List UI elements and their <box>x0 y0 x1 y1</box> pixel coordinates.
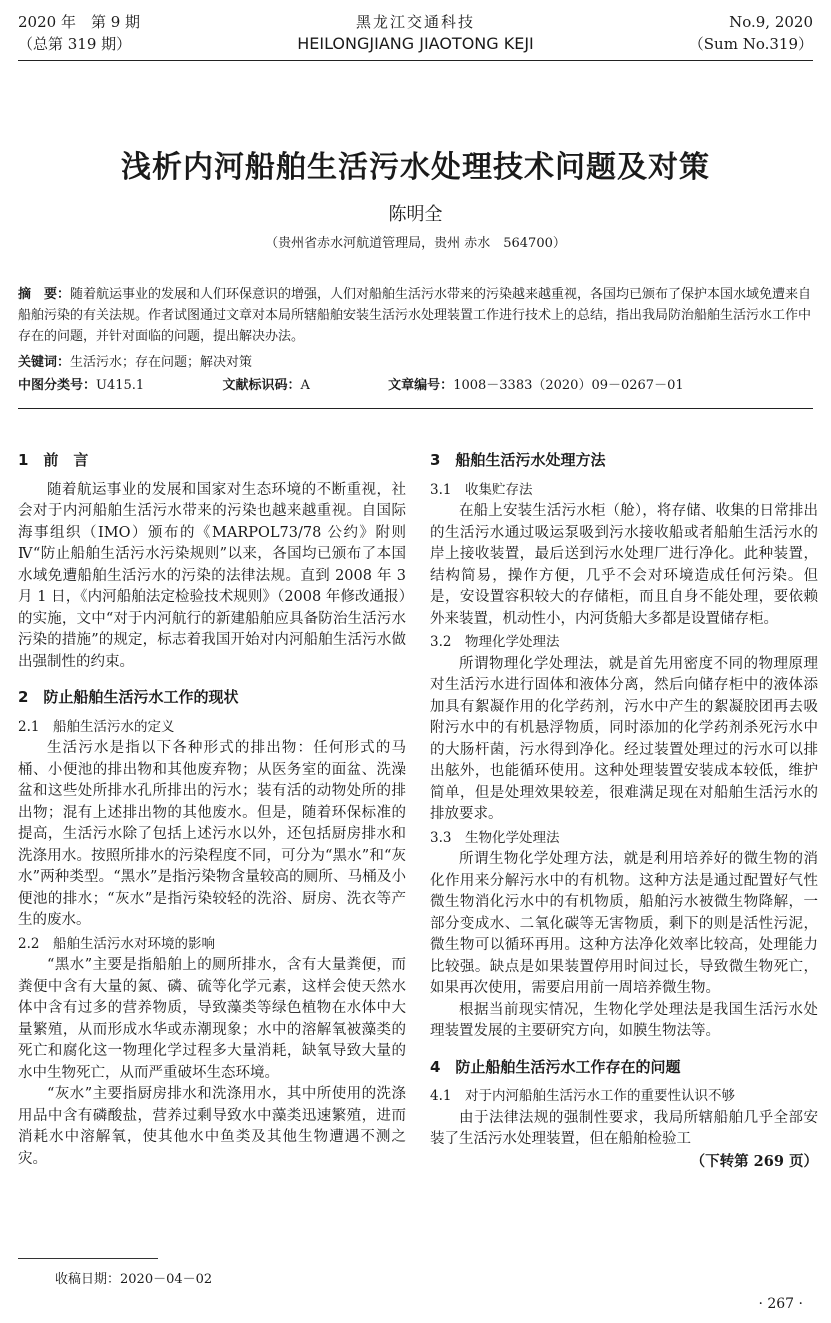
section-3-3-title: 3.3 生物化学处理法 <box>430 829 560 846</box>
section-3-1-paragraph: 在船上安装生活污水柜（舱），将存储、收集的日常排出的生活污水通过吸运泵吸到污水接收船或者船舶生活污水的岸上接收装置，最后送到污水处理厂进行净化。此种装置，结构简易，操作方便，几乎不会对环境造成任何污染。但是，安设置容积较大的存储柜，而且自身不能处理，要依赖外来装置，机动性小，内河货船大多都是设置储存柜。 <box>430 503 818 627</box>
footnote-rule <box>18 1258 158 1259</box>
journal-name-en: HEILONGJIANG JIAOTONG KEJI <box>297 34 534 53</box>
section-1-title: 1 前 言 <box>18 451 89 469</box>
section-2-2-paragraph-2: “灰水”主要指厨房排水和洗涤用水，其中所使用的洗涤用品中含有磷酸盐，营养过剩导致水中藻类迅速繁殖，进而消耗水中溶解氧，使其他水中鱼类及其他生物遭遇不测之灾。 <box>18 1086 406 1167</box>
abstract-text: 随着航运事业的发展和人们环保意识的增强，人们对船舶生活污水带来的污染越来越重视，各国均已颁布了保护本国水域免遭来自船舶污染的有关法规。作者试图通过文章对本局所辖船舶安装生活污水处理装置工作进行技术上的总结，指出我局防治船舶生活污水工作中存在的问题，并针对面临的问题，提出解决办法。 <box>18 287 812 344</box>
header-rule <box>18 60 813 61</box>
section-4-1-paragraph: 由于法律法规的强制性要求，我局所辖船舶几乎全部安装了生活污水处理装置，但在船舶检验工 <box>430 1109 818 1147</box>
section-3-2-paragraph: 所谓物理化学处理法，就是首先用密度不同的物理原理对生活污水进行固体和液体分离，然后向储存柜中的液体添加具有絮凝作用的化学药剂，污水中产生的絮凝胶团再去吸附污水中的有机悬浮物质，同时添加的化学药剂杀死污水中的大肠杆菌，污水得到净化。经过装置处理过的污水可以排出舷外，也能循环使用。这种处理装置安装成本较低，维护简单，但是处理效果较差，很难满足现在对船舶生活污水的排放要求。 <box>430 655 818 822</box>
doc-code-value: A <box>300 378 310 393</box>
continued-note: （下转第 269 页） <box>690 1152 818 1170</box>
article-affiliation: （贵州省赤水河航道管理局，贵州 赤水 564700） <box>265 236 566 251</box>
clc-label: 中图分类号： <box>18 378 97 393</box>
abstract <box>18 284 813 347</box>
issue-total: （总第 319 期） <box>18 35 132 53</box>
journal-name-cn: 黑龙江交通科技 <box>355 13 475 31</box>
section-4-title: 4 防止船舶生活污水工作存在的问题 <box>430 1057 681 1076</box>
issue-no: No.9, 2020 <box>729 13 813 31</box>
keywords <box>18 352 813 373</box>
abstract-label: 摘 要： <box>18 287 71 302</box>
keywords-label: 关键词： <box>18 355 71 370</box>
right-column <box>430 440 818 1172</box>
section-1-paragraph: 随着航运事业的发展和国家对生态环境的不断重视，社会对于内河船舶生活污水带来的污染也越来越重视。自国际海事组织（IMO）颁布的《MARPOL73/78 公约》附则Ⅳ“防止船舶生活污水污染规则”以来，各国均已颁布了本国水域免遭船舶生活污水的污染的法律法规。直到 2008 年 3 月 1 日，《内河船舶法定检验技术规则》（2008 年修改通报）的实施，文中“对于内河航行的新建船舶应具备防治生活污水污染的措施”的规定，标志着我国开始对内河船舶生活污水做出强制性的约束。 <box>18 481 406 670</box>
section-2-2-title: 2.2 船舶生活污水对环境的影响 <box>18 935 215 952</box>
keywords-text: 生活污水；存在问题；解决对策 <box>70 355 253 370</box>
section-3-3-paragraph-2: 根据当前现实情况，生物化学处理法是我国生活污水处理装置发展的主要研究方向，如膜生物法等。 <box>430 1001 818 1039</box>
classification <box>18 375 813 396</box>
section-3-title: 3 船舶生活污水处理方法 <box>430 451 606 469</box>
section-4-1-title: 4.1 对于内河船舶生活污水工作的重要性认识不够 <box>430 1088 735 1104</box>
section-3-2-title: 3.2 物理化学处理法 <box>430 634 560 650</box>
article-author: 陈明全 <box>388 204 443 225</box>
issue-year: 2020 年 第 9 期 <box>18 13 141 31</box>
article-title: 浅析内河船舶生活污水处理技术问题及对策 <box>121 150 710 185</box>
clc-value: U415.1 <box>96 378 145 393</box>
left-column <box>18 440 406 1170</box>
section-2-title: 2 防止船舶生活污水工作的现状 <box>18 688 239 706</box>
received-date: 收稿日期：2020－04－02 <box>55 1272 213 1287</box>
section-3-1-title: 3.1 收集贮存法 <box>430 481 533 498</box>
article-no-label: 文章编号： <box>388 378 454 393</box>
section-2-1-paragraph: 生活污水是指以下各种形式的排出物：任何形式的马桶、小便池的排出物和其他废弃物；从医务室的面盆、洗澡盆和这些处所排水孔所排出的污水；装有活的动物处所的排出物；混有上述排出物的其他废水。但是，随着环保标准的提高，生活污水除了包括上述污水以外，还包括厨房排水和洗涤用水。按照所排水的污染程度不同，可分为“黑水”和“灰水”两种类型。“黑水”是指污染物含量较高的厕所、马桶及小便池的排水；“灰水”是指污染较轻的洗浴、厨房、洗衣等产生的废水。 <box>18 740 406 928</box>
section-2-1-title: 2.1 船舶生活污水的定义 <box>18 718 175 735</box>
section-3-3-paragraph-1: 所谓生物化学处理方法，就是利用培养好的微生物的消化作用来分解污水中的有机物。这种方法是通过配置好气性微生物消化污水中的有机物质，船舶污水被微生物降解，一部分变成水、二氧化碳等无害物质，剩下的则是活性污泥，微生物可以循环再用。这种方法净化效率比较高，处理能力比较强。缺点是如果装置停用时间过长，导致微生物死亡，如果再次使用，需要启用前一周培养微生物。 <box>430 851 818 996</box>
article-no-value: 1008－3383（2020）09－0267－01 <box>453 378 684 393</box>
meta-rule <box>18 408 813 409</box>
section-2-2-paragraph-1: “黑水”主要是指船舶上的厕所排水，含有大量粪便，而粪便中含有大量的氮、磷、硫等化学元素，这样会使天然水体中含有过多的营养物质，导致藻类等绿色植物在水体中大量繁殖，从而形成水华或赤潮现象；水中的溶解氧被藻类的死亡和腐化这一物理化学过程多大量消耗，缺氧导致大量的水中生物死亡，从而严重破坏生态环境。 <box>18 957 406 1081</box>
page-number: · 267 · <box>758 1296 803 1312</box>
issue-sum-no: （Sum No.319） <box>688 35 813 53</box>
doc-code-label: 文献标识码： <box>222 378 301 393</box>
